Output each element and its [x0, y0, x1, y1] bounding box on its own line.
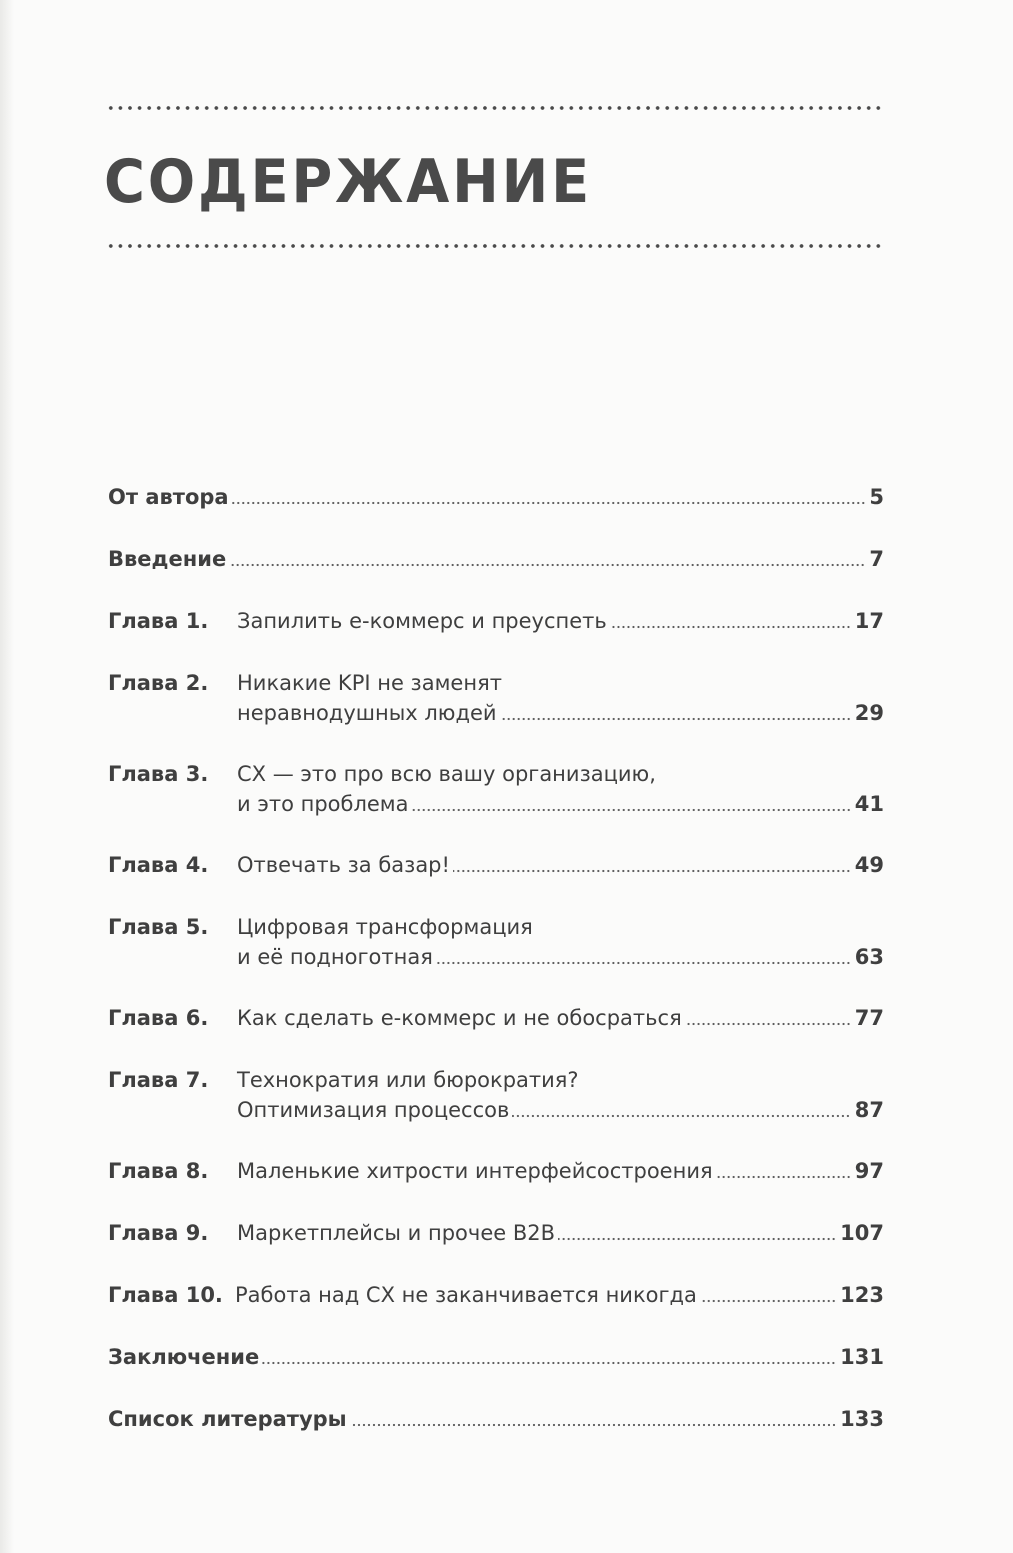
top-dotted-rule: [106, 105, 884, 111]
toc-entry-page-number: 97: [854, 1159, 884, 1183]
toc-entry-title: Работа над CX не заканчивается никогда: [235, 1283, 697, 1307]
toc-entry-body: [108, 544, 884, 574]
toc-entry-line: [237, 698, 884, 728]
toc-entry-title-line-2: неравнодушных людей: [237, 701, 497, 725]
toc-entry-page-number: 49: [854, 853, 884, 877]
toc-entry-page-number: 5: [869, 485, 884, 509]
dot-leader: [232, 501, 866, 505]
toc-entry-line: [237, 789, 884, 819]
toc-entry-chapter-7[interactable]: [108, 1065, 884, 1125]
toc-entry-body: [237, 759, 884, 819]
toc-entry-line: [108, 1404, 884, 1434]
toc-entry-title-line-2: Оптимизация процессов: [237, 1098, 510, 1122]
dot-leader: [262, 1361, 836, 1365]
toc-entry-body: [237, 1156, 884, 1186]
dot-leader: [610, 625, 851, 629]
dot-leader: [500, 717, 851, 721]
toc-entry-title: От автора: [108, 485, 229, 509]
toc-entry-chapter-1[interactable]: [108, 606, 884, 636]
toc-entry-line: [237, 1218, 884, 1248]
toc-entry-bibliography[interactable]: [108, 1404, 884, 1434]
toc-entry-page-number: 131: [840, 1345, 884, 1369]
toc-entry-title-line-1: Цифровая трансформация: [237, 915, 533, 939]
toc-entry-conclusion[interactable]: [108, 1342, 884, 1372]
toc-entry-body: [237, 1218, 884, 1248]
toc-entry-label: Глава 3.: [108, 762, 209, 786]
toc-entry-chapter-4[interactable]: [108, 850, 884, 880]
toc-entry-page-number: 107: [840, 1221, 884, 1245]
dot-leader: [512, 1114, 850, 1118]
toc-entry-page-number: 133: [840, 1407, 884, 1431]
toc-entry-page-number: 17: [854, 609, 884, 633]
toc-entry-label: Глава 1.: [108, 609, 209, 633]
toc-entry-chapter-8[interactable]: [108, 1156, 884, 1186]
toc-entry-body: [237, 850, 884, 880]
toc-entry-line: [108, 482, 884, 512]
toc-entry-title: Заключение: [108, 1345, 260, 1369]
dot-leader: [436, 961, 851, 965]
toc-entry-body: [237, 606, 884, 636]
toc-entry-chapter-3[interactable]: [108, 759, 884, 819]
toc-entry-title: Отвечать за базар!: [237, 853, 450, 877]
toc-entry-line: [237, 850, 884, 880]
toc-entry-title: Как сделать е-коммерс и не обосраться: [237, 1006, 682, 1030]
toc-entry-page-number: 63: [854, 945, 884, 969]
toc-entry-label: Глава 9.: [108, 1221, 209, 1245]
dot-leader: [685, 1022, 851, 1026]
table-of-contents: [108, 482, 884, 1466]
dot-leader: [350, 1423, 836, 1427]
toc-entry-from-author[interactable]: [108, 482, 884, 512]
toc-entry-line: [235, 1280, 884, 1310]
toc-entry-body: [108, 1404, 884, 1434]
dot-leader: [700, 1299, 836, 1303]
toc-entry-page-number: 87: [854, 1098, 884, 1122]
toc-entry-chapter-2[interactable]: [108, 668, 884, 728]
toc-entry-label: Глава 6.: [108, 1006, 209, 1030]
toc-entry-label: Глава 4.: [108, 853, 209, 877]
toc-entry-label: Глава 5.: [108, 915, 209, 939]
toc-entry-chapter-10[interactable]: [108, 1280, 884, 1310]
toc-entry-page-number: 123: [840, 1283, 884, 1307]
toc-entry-title-line-1: Никакие KPI не заменят: [237, 671, 502, 695]
toc-entry-title-line-1: Технократия или бюрократия?: [237, 1068, 579, 1092]
dot-leader: [453, 869, 851, 873]
dot-leader: [412, 808, 851, 812]
toc-entry-label: Глава 7.: [108, 1068, 209, 1092]
dot-leader: [558, 1237, 836, 1241]
dot-leader: [716, 1175, 851, 1179]
toc-entry-line: [237, 1095, 884, 1125]
toc-entry-body: [237, 912, 884, 972]
toc-entry-page-number: 41: [854, 792, 884, 816]
toc-entry-chapter-6[interactable]: [108, 1003, 884, 1033]
toc-entry-chapter-5[interactable]: [108, 912, 884, 972]
toc-entry-chapter-9[interactable]: [108, 1218, 884, 1248]
toc-entry-line: [108, 544, 884, 574]
toc-entry-title: Маленькие хитрости интерфейсостроения: [237, 1159, 713, 1183]
toc-entry-line: [237, 606, 884, 636]
toc-entry-body: [237, 1065, 884, 1125]
toc-entry-body: [235, 1280, 884, 1310]
toc-entry-line: [237, 942, 884, 972]
toc-entry-page-number: 29: [854, 701, 884, 725]
toc-entry-title-line-1: CX — это про всю вашу организацию,: [237, 762, 656, 786]
toc-entry-line: [108, 1342, 884, 1372]
toc-entry-body: [108, 1342, 884, 1372]
toc-entry-page-number: 7: [869, 547, 884, 571]
toc-entry-title: Запилить е-коммерс и преуспеть: [237, 609, 607, 633]
toc-entry-label: Глава 8.: [108, 1159, 209, 1183]
toc-entry-body: [237, 1003, 884, 1033]
page-title: СОДЕРЖАНИЕ: [104, 147, 593, 217]
toc-entry-body: [108, 482, 884, 512]
toc-entry-title: Список литературы: [108, 1407, 347, 1431]
toc-entry-introduction[interactable]: [108, 544, 884, 574]
dot-leader: [229, 563, 865, 567]
page-edge-shadow: [0, 0, 14, 1553]
toc-entry-page-number: 77: [854, 1006, 884, 1030]
toc-entry-line: [237, 1156, 884, 1186]
toc-entry-title: Маркетплейсы и прочее B2B: [237, 1221, 556, 1245]
toc-entry-title-line-2: и это проблема: [237, 792, 409, 816]
toc-entry-title: Введение: [108, 547, 227, 571]
toc-entry-title-line-2: и её подноготная: [237, 945, 433, 969]
toc-entry-label: Глава 2.: [108, 671, 209, 695]
toc-entry-body: [237, 668, 884, 728]
bottom-dotted-rule: [106, 243, 884, 249]
toc-entry-line: [237, 1003, 884, 1033]
toc-entry-label: Глава 10.: [108, 1283, 223, 1307]
